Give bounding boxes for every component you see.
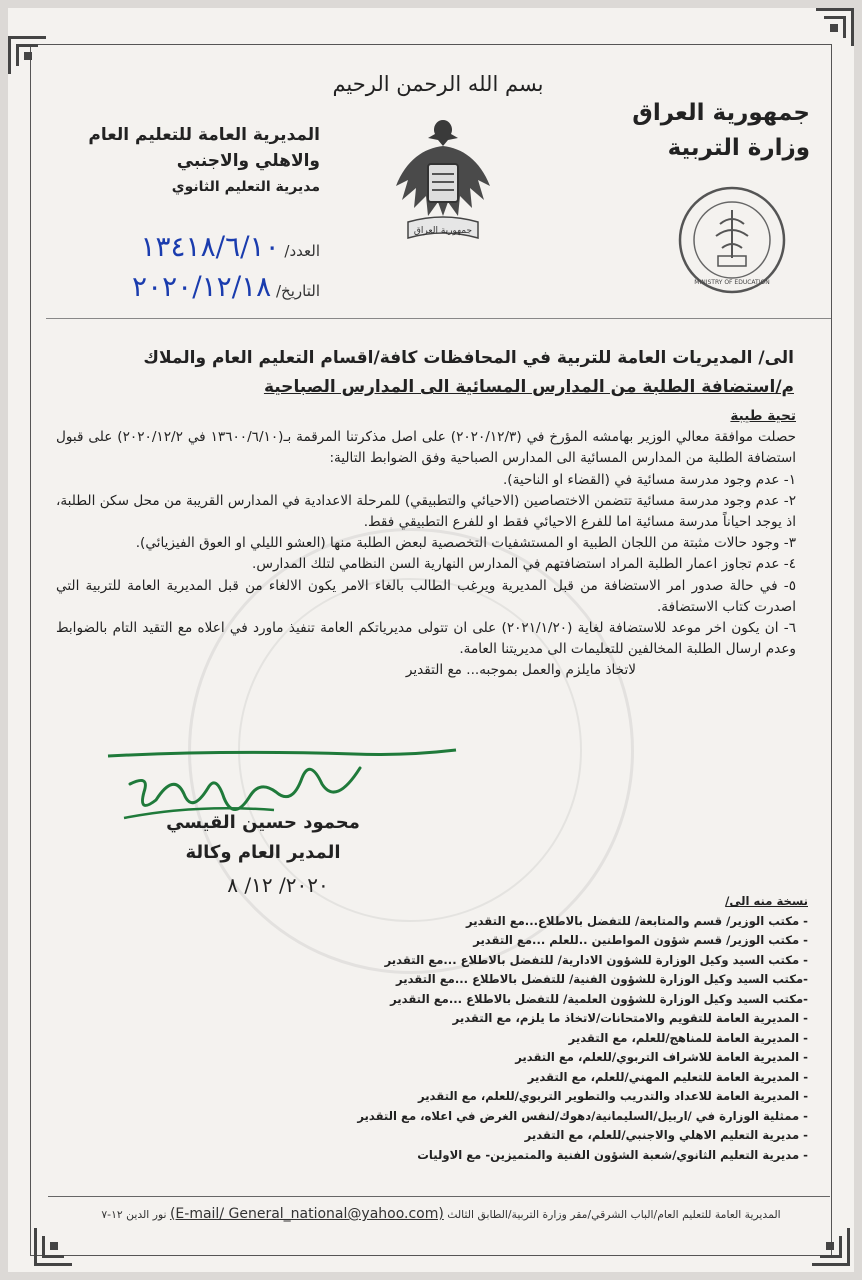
footer-note: نور الدين ١٢-٧ [101, 1208, 167, 1221]
signer-name: محمود حسين القيسي [166, 812, 360, 833]
copy-recipient: - المديرية العامة للاشراف التربوي/للعلم، مع التقدير [515, 1050, 808, 1064]
document-page [8, 8, 854, 1272]
subject-line: م/استضافة الطلبة من المدارس المسائية الى المدارس الصباحية [263, 377, 794, 397]
country-name: جمهورية العراق [632, 100, 810, 126]
copy-recipient: - مكتب السيد وكيل الوزارة للشؤون الادارية/ للتفضل بالاطلاع ...مع التقدير [384, 952, 808, 967]
condition-item: ٥- في حالة صدور امر الاستضافة من قبل المديرية ويرغب الطالب بالغاء الامر يكون الالغاء من قبل المديرية العامة للتربية التي اصدرت كتاب الاستضافة. [56, 577, 796, 615]
signer-title: المدير العام وكالة [185, 842, 341, 863]
reference-date [60, 270, 320, 303]
reference-value: ١٣٤١٨/٦/١٠ [140, 230, 280, 263]
date-value: ٢٠٢٠/١٢/١٨ [132, 270, 272, 303]
copies-title: نسخة منه الى/ [725, 894, 808, 908]
copy-recipient: - المديرية العامة للاعداد والتدريب والتطوير التربوي/للعلم، مع التقدير [417, 1089, 808, 1103]
copy-recipient: -مكتب السيد وكيل الوزارة للشؤون العلمية/ للتفضل بالاطلاع ...مع التقدير [390, 991, 808, 1006]
corner-ornament [34, 1228, 72, 1266]
copy-recipient: - مديرية التعليم الاهلي والاجنبي/للعلم، مع التقدير [524, 1128, 808, 1142]
condition-item: ٢- عدم وجود مدرسة مسائية تتضمن الاختصاصين (الاحيائي والتطبيقي) للمرحلة الاعدادية في المدارس القريبة من محل سكن الطلبة، اذ يوجد احياناً مدرسة مسائية اما للفرع الاحيائي فقط او للفرع التطبيقي فقط. [56, 492, 796, 531]
letter-body [56, 406, 796, 682]
signer-block [128, 808, 398, 868]
condition-item: ٦- ان يكون اخر موعد للاستضافة لغاية (٢٠٢١/١/٢٠) على ان تتولى مديرياتكم العامة تنفيذ ماورد في اعلاه مع التقيد التام بالضوابط وعدم ارسال الطلبة المخالفين للتعليمات الى مديريتنا العامة. [56, 620, 796, 658]
seal-text: MINISTRY OF EDUCATION [694, 279, 770, 286]
iraq-eagle-emblem-icon [388, 116, 498, 248]
directorate-name: مديرية التعليم الثانوي [171, 179, 320, 195]
reference-label: العدد/ [284, 242, 320, 260]
ministry-seal-icon [676, 184, 788, 296]
corner-ornament [8, 36, 46, 74]
condition-item: ٣- وجود حالات مثبتة من اللجان الطبية او المستشفيات التخصصية لبعض الطلبة منها (العشو الليلي او العوق الفيزيائي). [135, 535, 796, 552]
corner-ornament [816, 8, 854, 46]
header-divider [46, 318, 831, 319]
copy-recipient: -مكتب السيد وكيل الوزارة للشؤون الفنية/ للتفضل بالاطلاع ...مع التقدير [396, 972, 808, 986]
copy-recipient: - ممثلية الوزارة في /اربيل/السليمانية/دهوك/لنفس الغرض في اعلاه، مع التقدير [357, 1108, 808, 1123]
reference-number [60, 230, 320, 263]
greeting: تحية طيبة [730, 408, 796, 424]
footer-address: المديرية العامة للتعليم العام/الباب الشرقي/مقر وزارة التربية/الطابق الثالث [447, 1208, 781, 1221]
addressee-block [54, 344, 794, 402]
emblem-caption: جمهورية العراق [413, 226, 473, 236]
signature-date: ٢٠٢٠/ ١٢/ ٨ [227, 873, 329, 897]
footer [56, 1206, 826, 1222]
department-line: المديرية العامة للتعليم العام [88, 125, 320, 145]
department-header [70, 122, 320, 200]
condition-item: ٤- عدم تجاوز اعمار الطلبة المراد استضافتهم في المدارس النهارية السن النظامي لتلك المدارس. [252, 556, 796, 573]
ministry-name: وزارة التربية [667, 135, 810, 161]
copy-recipient: - مكتب الوزير/ قسم شؤون المواطنين ..للعلم ...مع التقدير [473, 933, 808, 947]
basmala: بسم الله الرحمن الرحيم [332, 72, 544, 96]
intro-paragraph: حصلت موافقة معالي الوزير بهامشه المؤرخ في (٢٠٢٠/١٢/٣) على اصل مذكرتنا المرقمة بـ(١٣٦٠٠/٦/١٠ في ٢٠٢٠/١٢/٢) على قبول استضافة الطلبة من المدارس المسائية الى المدارس الصباحية وفق الضوابط التالية: [56, 429, 797, 467]
condition-item: ١- عدم وجود مدرسة مسائية في (القضاء او الناحية). [502, 471, 796, 488]
copy-recipient: - مكتب الوزير/ قسم والمتابعة/ للتفضل بالاطلاع...مع التقدير [466, 913, 808, 928]
copy-recipient: - المديرية العامة للتقويم والامتحانات/لاتخاذ ما يلزم، مع التقدير [452, 1011, 808, 1025]
footer-email: (E-mail/ General_national@yahoo.com) [169, 1206, 444, 1222]
copy-recipient: - مديرية التعليم الثانوي/شعبة الشؤون الفنية والمتميزين- مع الاوليات [417, 1147, 808, 1162]
footer-divider [48, 1196, 830, 1197]
copy-recipient: - المديرية العامة للمناهج/للعلم، مع التقدير [568, 1030, 808, 1045]
closing-line: لاتخاذ مايلزم والعمل بموجبه... مع التقدير [405, 662, 636, 679]
date-label: التاريخ/ [276, 282, 320, 300]
corner-ornament [812, 1228, 850, 1266]
copy-recipient: - المديرية العامة للتعليم المهني/للعلم، مع التقدير [527, 1069, 808, 1084]
department-line: والاهلي والاجنبي [176, 151, 320, 171]
copies-list [78, 892, 808, 1165]
addressee: الى/ المديريات العامة للتربية في المحافظات كافة/اقسام التعليم العام والملاك [143, 348, 794, 368]
country-header [632, 96, 810, 166]
